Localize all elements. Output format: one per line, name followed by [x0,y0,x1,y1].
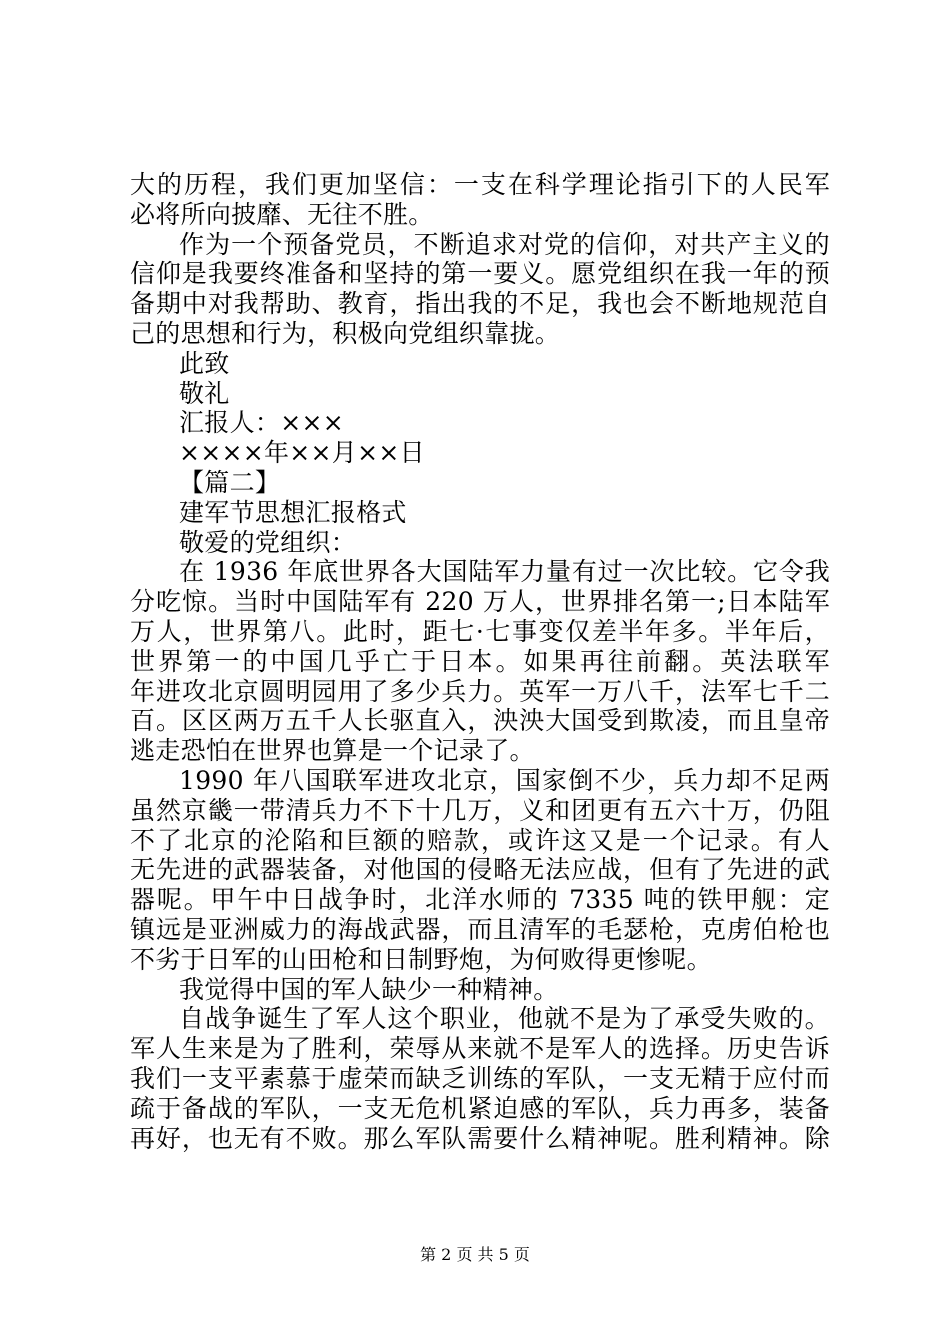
text-line: 自战争诞生了军人这个职业，他就不是为了承受失败的。 [179,1004,830,1034]
text-line: 汇报人：××× [179,408,344,438]
text-line: 世界第一的中国几乎亡于日本。如果再往前翻。英法联军 [130,646,830,676]
text-line: 建军节思想汇报格式 [179,497,407,527]
text-line: 百。区区两万五千人长驱直入，泱泱大国受到欺凌，而且皇帝 [130,706,830,736]
text-line: 我们一支平素慕于虚荣而缺乏训练的军队，一支无精于应付而 [130,1063,830,1093]
text-line: 【篇二】 [179,467,281,497]
text-line: 大的历程，我们更加坚信：一支在科学理论指引下的人民军 [130,170,830,199]
text-line: 镇远是亚洲威力的海战武器，而且清军的毛瑟枪，克虏伯枪也 [130,914,830,944]
text-line: 再好，也无有不败。那么军队需要什么精神呢。胜利精神。除 [130,1123,830,1153]
text-line: 虽然京畿一带清兵力不下十几万，义和团更有五六十万，仍阻 [130,795,830,825]
page-footer: 第 2 页 共 5 页 [420,1245,530,1264]
text-line: 万人，世界第八。此时，距七·七事变仅差半年多。半年后， [130,616,830,646]
text-line: 器呢。甲午中日战争时，北洋水师的 7335 吨的铁甲舰：定 [130,885,830,915]
text-line: 军人生来是为了胜利，荣辱从来就不是军人的选择。历史告诉 [130,1034,830,1064]
text-line: 在 1936 年底世界各大国陆军力量有过一次比较。它令我 [179,557,830,587]
text-line: 作为一个预备党员，不断追求对党的信仰，对共产主义的 [179,229,830,259]
text-line: 不劣于日军的山田枪和日制野炮，为何败得更惨呢。 [130,944,712,974]
document-body [130,170,830,1153]
text-line: 逃走恐怕在世界也算是一个记录了。 [130,736,535,766]
text-line: 敬礼 [179,378,230,408]
text-line: ××××年××月××日 [179,438,425,468]
text-line: 我觉得中国的军人缺少一种精神。 [179,974,559,1004]
text-line: 信仰是我要终准备和坚持的第一要义。愿党组织在我一年的预 [130,259,830,289]
text-line: 疏于备战的军队，一支无危机紧迫感的军队，兵力再多，装备 [130,1093,830,1123]
text-line: 己的思想和行为，积极向党组织靠拢。 [130,318,561,348]
text-line: 备期中对我帮助、教育，指出我的不足，我也会不断地规范自 [130,289,830,319]
text-line: 不了北京的沦陷和巨额的赔款，或许这又是一个记录。有人 [130,825,830,855]
text-line: 必将所向披靡、无往不胜。 [130,199,434,229]
text-line: 无先进的武器装备，对他国的侵略无法应战，但有了先进的武 [130,855,830,885]
text-line: 1990 年八国联军进攻北京，国家倒不少，兵力却不足两 [179,765,830,795]
text-line: 年进攻北京圆明园用了多少兵力。英军一万八千，法军七千二 [130,676,830,706]
text-line: 敬爱的党组织： [179,527,357,557]
text-line: 分吃惊。当时中国陆军有 220 万人，世界排名第一;日本陆军 [130,587,830,617]
text-line: 此致 [179,348,230,378]
